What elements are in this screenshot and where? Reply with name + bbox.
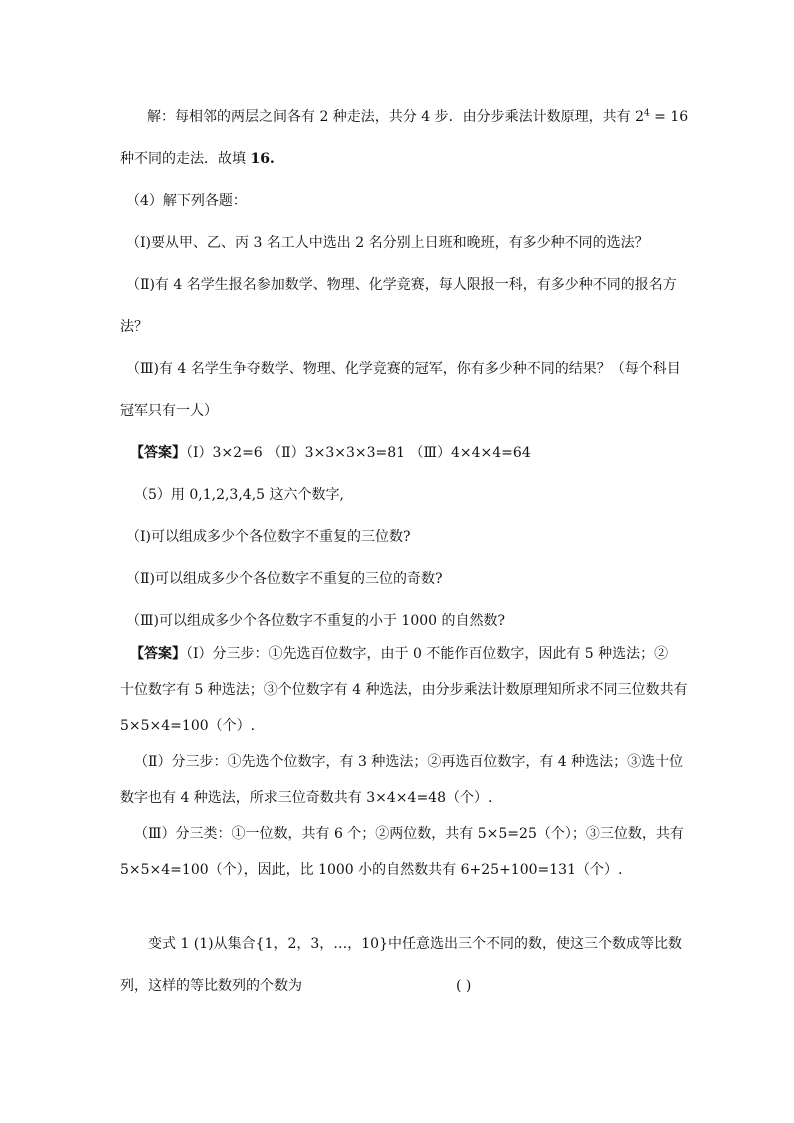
q4-part-i: （Ⅰ)要从甲、乙、丙 3 名工人中选出 2 名分别上日班和晚班，有多少种不同的选法？ xyxy=(126,235,649,251)
q5-header: （5）用 0,1,2,3,4,5 这六个数字, xyxy=(134,487,344,503)
q4-part-ii-line-1: （Ⅱ)有 4 名学生报名参加数学、物理、化学竞赛，每人限报一科，有多少种不同的报名方 xyxy=(126,277,677,293)
variant-line-1: 变式 1 (1)从集合{1，2，3，…，10}中任意选出三个不同的数，使这三个数成等比数 xyxy=(148,936,682,952)
q5-answer-line-1: 【答案】（Ⅰ）分三步：①先选百位数字，由于 0 不能作百位数字，因此有 5 种选法；② xyxy=(130,646,669,662)
answer-label: 【答案】 xyxy=(130,445,186,461)
q5-answer-line-3: 5×5×4=100（个）. xyxy=(120,718,256,734)
q4-header: （4）解下列各题： xyxy=(126,193,247,209)
variant-line-2: 列，这样的等比数列的个数为 xyxy=(120,978,302,994)
q4-part-ii-line-2: 法？ xyxy=(120,319,148,335)
q5-part-ii: （Ⅱ)可以组成多少个各位数字不重复的三位的奇数? xyxy=(126,571,443,587)
solution-line-1: 解：每相邻的两层之间各有 2 种走法，共分 4 步．由分步乘法计数原理，共有 $2^4 = 16$ xyxy=(147,108,689,125)
q4-part-iii-line-2: 冠军只有一人） xyxy=(120,403,218,419)
exponent: 4 xyxy=(643,108,650,119)
q5-answer-line-6: （Ⅲ）分三类：①一位数，共有 6 个；②两位数，共有 5×5=25（个）；③三位数，共有 xyxy=(134,826,684,842)
q5-answer-line-2: 十位数字有 5 种选法；③个位数字有 4 种选法，由分步乘法计数原理知所求不同三位数共有 xyxy=(120,682,688,698)
answer-label: 【答案】 xyxy=(130,646,186,662)
q5-answer-line-5: 数字也有 4 种选法，所求三位奇数共有 3×4×4=48（个）. xyxy=(120,790,493,806)
q4-part-iii-line-1: （Ⅲ)有 4 名学生争夺数学、物理、化学竞赛的冠军，你有多少种不同的结果？（每个科目 xyxy=(126,361,681,377)
solution-answer: 16. xyxy=(250,151,275,167)
q5-part-i: （Ⅰ)可以组成多少个各位数字不重复的三位数? xyxy=(126,529,411,545)
q5-part-iii: （Ⅲ)可以组成多少个各位数字不重复的小于 1000 的自然数? xyxy=(126,613,505,629)
solution-line-2: 种不同的走法．故填 16. xyxy=(120,151,275,167)
q5-answer-line-4: （Ⅱ）分三步：①先选个位数字，有 3 种选法；②再选百位数字，有 4 种选法；③选十位 xyxy=(134,754,684,770)
q5-answer-line-7: 5×5×4=100（个），因此，比 1000 小的自然数共有 6+25+100=131（个）. xyxy=(120,862,623,878)
q4-answer: 【答案】（Ⅰ）3×2=6 （Ⅱ）3×3×3×3=81 （Ⅲ）4×4×4=64 xyxy=(130,445,531,461)
answer-blank: ( ) xyxy=(456,978,472,994)
